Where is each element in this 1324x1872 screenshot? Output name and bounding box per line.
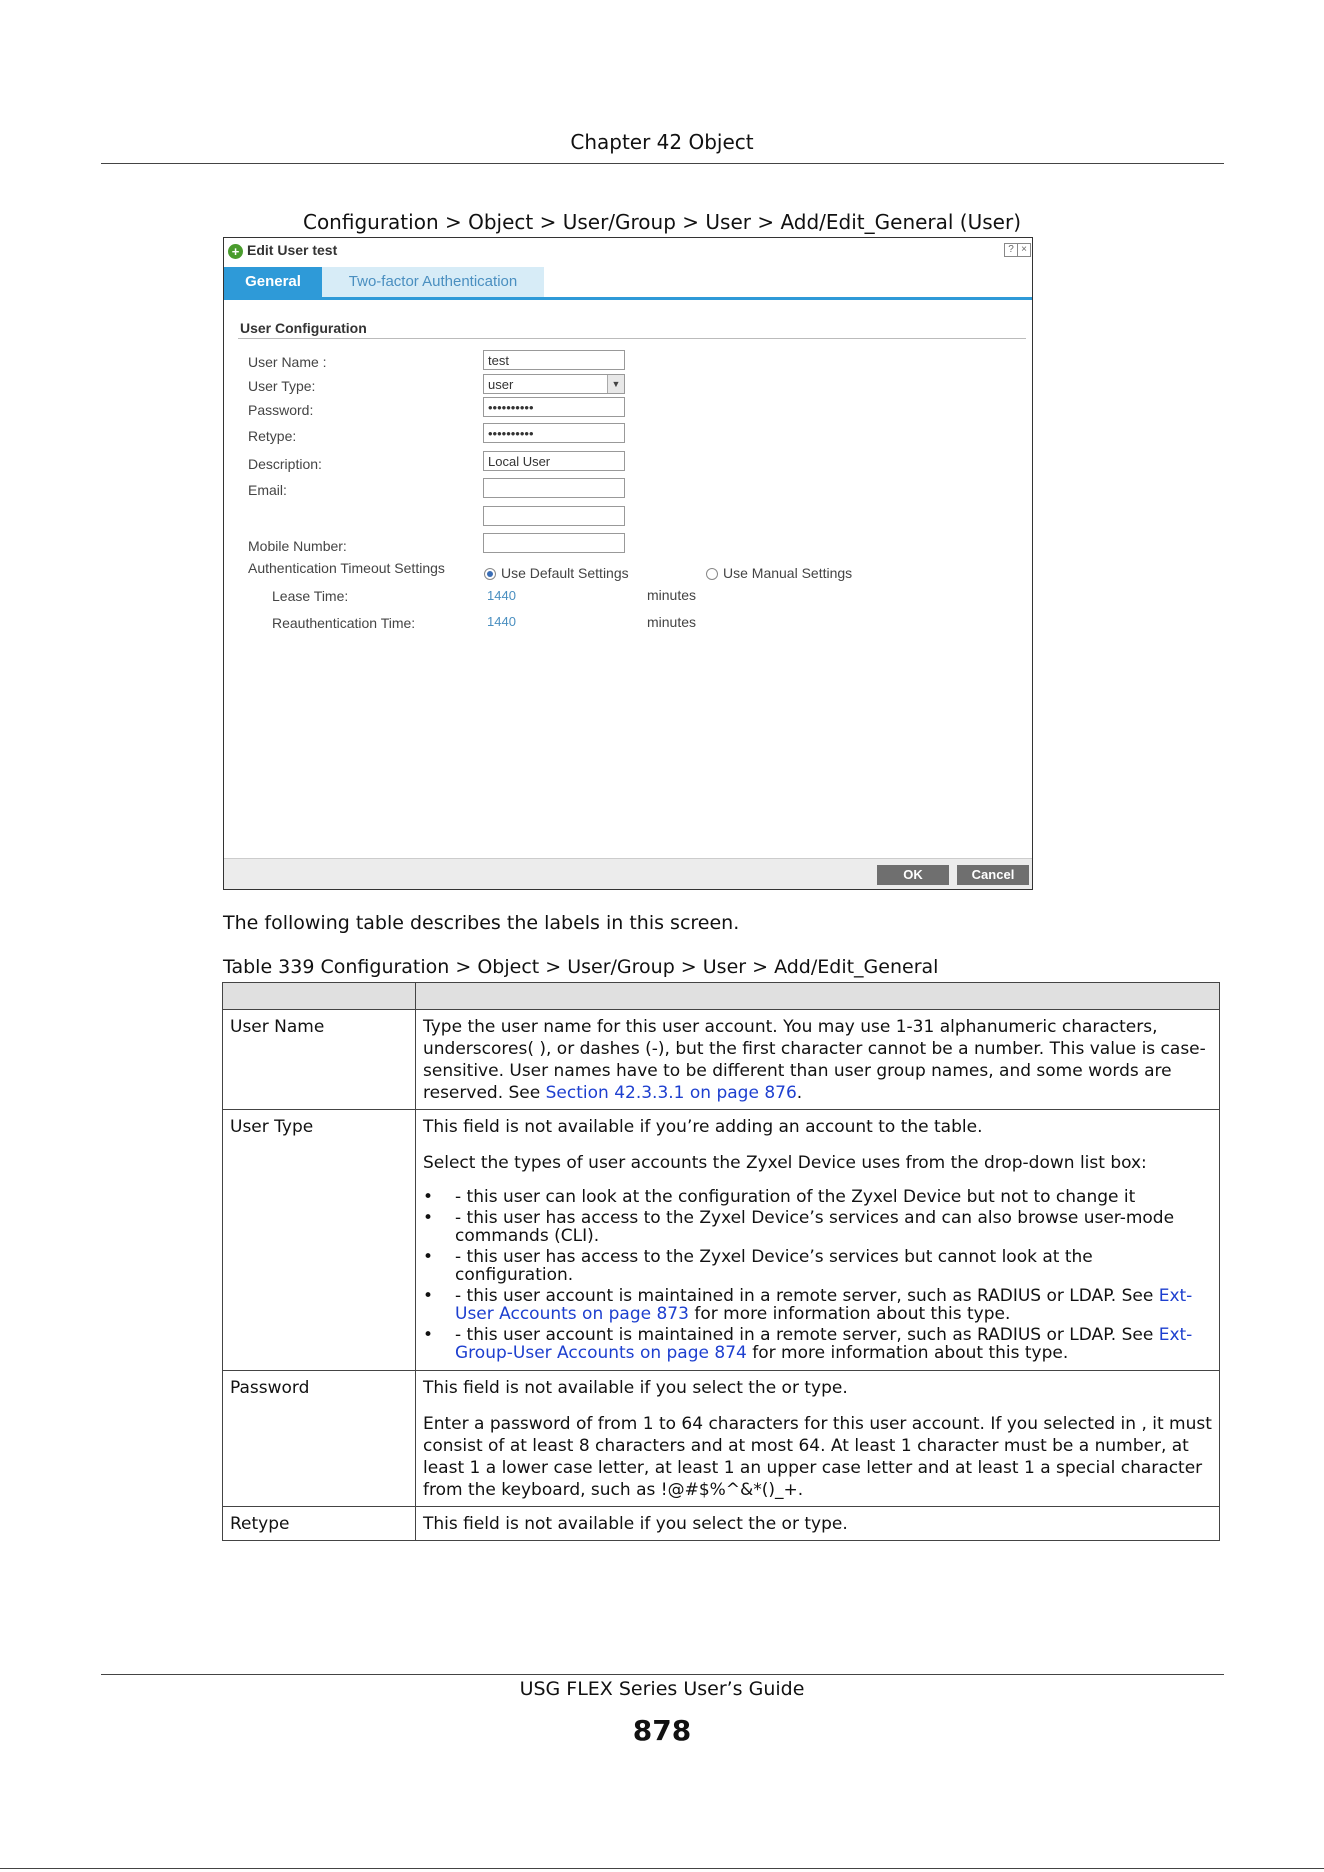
- retype-input[interactable]: ••••••••••: [483, 423, 625, 443]
- row-description: [416, 1010, 1220, 1110]
- list-item: • - this user account is maintained in a remote server, such as RADIUS or LDAP. See Ext-User Accounts on page 873 for more information about this type.: [423, 1286, 1193, 1324]
- figure-caption: Configuration > Object > User/Group > User > Add/Edit_General (User): [302, 210, 1022, 234]
- mobile-number-label: Mobile Number:: [248, 538, 347, 554]
- ext-group-user-link[interactable]: Ext-Group-User Accounts on page 874: [455, 1325, 1193, 1363]
- list-item: • - this user has access to the Zyxel Device’s services but cannot look at the configuration.: [423, 1247, 1093, 1285]
- lease-time-unit: minutes: [647, 587, 697, 603]
- list-item-text: - this user account is maintained in a remote server, such as RADIUS or LDAP. See: [455, 1325, 1159, 1345]
- list-item: • - this user account is maintained in a remote server, such as RADIUS or LDAP. See Ext-Group-User Accounts on page 874 for more information about this type.: [423, 1325, 1193, 1363]
- section-link[interactable]: Section 42.3.3.1 on page 876: [545, 1083, 797, 1103]
- footer-guide-title: USG FLEX Series User’s Guide: [519, 1678, 805, 1700]
- row-text: Type the user name for this user account. You may use 1-31 alphanumeric characters, underscores( ), or dashes (-), but the first character cannot be a number. This value is case-sensitive. User names have to be different than user group names, and some words are reserved. See: [423, 1017, 1206, 1103]
- row-label: User Name: [223, 1010, 416, 1110]
- user-name-label: User Name :: [248, 354, 327, 370]
- password-input[interactable]: ••••••••••: [483, 397, 625, 417]
- dialog-footer: [224, 858, 1032, 889]
- dialog-titlebar: [224, 238, 1032, 264]
- reauth-time-value: 1440: [487, 614, 516, 629]
- retype-label: Retype:: [248, 428, 297, 444]
- table-row: [223, 1371, 1220, 1507]
- mobile-number-input[interactable]: [483, 533, 625, 553]
- row-paragraph: This field is not available if you’re adding an account to the table.: [423, 1117, 983, 1137]
- close-icon[interactable]: ×: [1017, 243, 1031, 257]
- edit-user-dialog: [223, 237, 1033, 890]
- header-cell-label: [223, 983, 416, 1010]
- edit-plus-icon: +: [228, 244, 243, 259]
- table-row: [223, 1010, 1220, 1110]
- list-item-text: - this user has access to the Zyxel Device’s services but cannot look at the configuration.: [455, 1247, 1093, 1285]
- footer-rule: [101, 1674, 1224, 1675]
- password-label: Password:: [248, 402, 314, 418]
- row-description: [416, 1371, 1220, 1507]
- list-item: • - this user has access to the Zyxel Device’s services and can also browse user-mode commands (CLI).: [423, 1208, 1175, 1246]
- header-rule: [101, 163, 1224, 164]
- dialog-title: Edit User test: [247, 242, 338, 258]
- row-description: [416, 1507, 1220, 1541]
- help-icon[interactable]: ?: [1004, 243, 1018, 257]
- row-text-end: .: [796, 1083, 803, 1103]
- user-type-list: [423, 1188, 1212, 1362]
- list-item: • - this user can look at the configuration of the Zyxel Device but not to change it: [423, 1187, 1136, 1207]
- list-item-text-end: for more information about this type.: [746, 1343, 1069, 1363]
- row-label: User Type: [223, 1110, 416, 1371]
- section-title: User Configuration: [240, 320, 367, 336]
- email-input-2[interactable]: [483, 506, 625, 526]
- header-cell-description: [416, 983, 1220, 1010]
- row-paragraph: This field is not available if you select the or type.: [423, 1378, 848, 1398]
- row-paragraph: Select the types of user accounts the Zyxel Device uses from the drop-down list box:: [423, 1153, 1147, 1173]
- row-label: Password: [223, 1371, 416, 1507]
- list-item-text: - this user can look at the configuration of the Zyxel Device but not to change it: [455, 1187, 1136, 1207]
- use-default-radio[interactable]: [484, 568, 496, 580]
- reauth-time-unit: minutes: [647, 614, 697, 630]
- description-label: Description:: [248, 456, 322, 472]
- user-type-label: User Type:: [248, 378, 316, 394]
- row-paragraph: This field is not available if you select the or type.: [423, 1514, 848, 1534]
- lease-time-label: Lease Time:: [272, 588, 349, 604]
- table-row: [223, 1507, 1220, 1541]
- list-item-text: - this user has access to the Zyxel Device’s services and can also browse user-mode commands (CLI).: [455, 1208, 1175, 1246]
- lease-time-value: 1440: [487, 588, 516, 603]
- ok-button[interactable]: OK: [877, 865, 949, 885]
- table-header-row: [223, 983, 1220, 1010]
- chevron-down-icon[interactable]: ▼: [607, 375, 624, 393]
- table-row: [223, 1110, 1220, 1371]
- intro-paragraph: The following table describes the labels in this screen.: [223, 912, 740, 934]
- use-default-label: Use Default Settings: [501, 565, 629, 581]
- user-name-input[interactable]: test: [483, 350, 625, 370]
- cancel-button[interactable]: Cancel: [957, 865, 1029, 885]
- ext-user-link[interactable]: Ext-User Accounts on page 873: [455, 1286, 1193, 1324]
- list-item-text: - this user account is maintained in a remote server, such as RADIUS or LDAP. See: [455, 1286, 1159, 1306]
- dialog-tabs: [224, 267, 1032, 300]
- table-caption: Table 339 Configuration > Object > User/Group > User > Add/Edit_General: [223, 956, 939, 978]
- section-rule: [238, 338, 1026, 339]
- use-manual-radio[interactable]: [706, 568, 718, 580]
- chapter-header: Chapter 42 Object: [570, 130, 754, 154]
- user-type-select[interactable]: [483, 374, 625, 394]
- email-input-1[interactable]: [483, 478, 625, 498]
- auth-timeout-label: Authentication Timeout Settings: [248, 560, 445, 576]
- row-description: [416, 1110, 1220, 1371]
- tab-general[interactable]: General: [224, 267, 322, 297]
- bottom-rule: [0, 1868, 1324, 1869]
- list-item-text-end: for more information about this type.: [688, 1304, 1011, 1324]
- page-number: 878: [632, 1714, 692, 1747]
- row-paragraph: Enter a password of from 1 to 64 characters for this user account. If you selected in , it must consist of at least 8 characters and at most 64. At least 1 character must be a number, at least 1 a lower case letter, at least 1 an upper case letter and at least 1 a special character from the keyboard, such as !@#$%^&*()_+.: [423, 1414, 1212, 1500]
- row-label: Retype: [223, 1507, 416, 1541]
- user-type-value: user: [488, 377, 514, 392]
- use-manual-label: Use Manual Settings: [723, 565, 853, 581]
- tab-two-factor-authentication[interactable]: Two-factor Authentication: [322, 267, 544, 297]
- description-table: [222, 982, 1220, 1541]
- email-label: Email:: [248, 482, 287, 498]
- description-input[interactable]: Local User: [483, 451, 625, 471]
- reauth-time-label: Reauthentication Time:: [272, 615, 416, 631]
